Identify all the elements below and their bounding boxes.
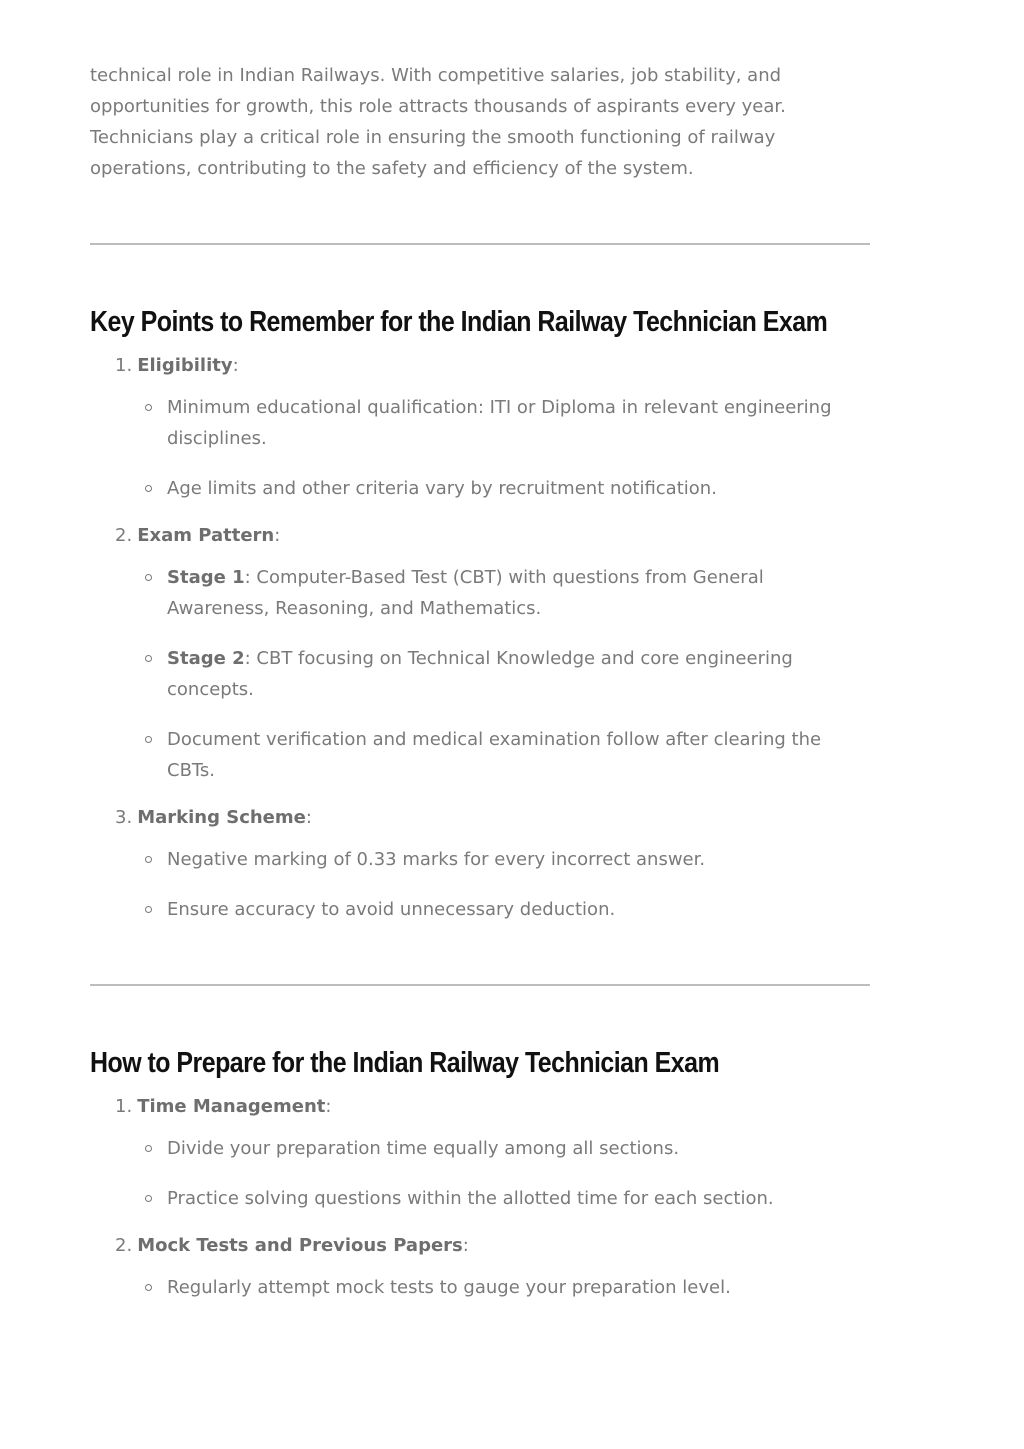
list-item-label: Eligibility: [137, 355, 233, 376]
sub-item-text: Ensure accuracy to avoid unnecessary deduction.: [167, 899, 616, 920]
list-item-heading: [90, 523, 870, 549]
sub-list-item: [90, 562, 857, 624]
sub-list: [90, 844, 870, 925]
sub-list-item: [90, 1183, 857, 1214]
list-item-heading: [90, 805, 870, 831]
sub-list-item: [90, 724, 857, 786]
circle-bullet-icon: [145, 856, 152, 863]
circle-bullet-icon: [145, 906, 152, 913]
section-divider: [90, 243, 870, 245]
list-number: 2.: [115, 525, 133, 546]
circle-bullet-icon: [145, 574, 152, 581]
sub-list: [90, 1133, 870, 1214]
section-divider: [90, 984, 870, 986]
section-heading: Key Points to Remember for the Indian Railway Technician Exam: [90, 306, 828, 338]
circle-bullet-icon: [145, 1195, 152, 1202]
list-item: [90, 1233, 870, 1303]
circle-bullet-icon: [145, 404, 152, 411]
list-item-label: Time Management: [137, 1096, 326, 1117]
circle-bullet-icon: [145, 1145, 152, 1152]
sub-list: [90, 562, 870, 786]
circle-bullet-icon: [145, 655, 152, 662]
sub-item-text: : CBT focusing on Technical Knowledge and core engineering concepts.: [167, 648, 793, 700]
list-item-suffix: :: [305, 807, 312, 828]
sub-list-item: [90, 643, 857, 705]
sub-item-strong: Stage 2: [167, 648, 245, 669]
circle-bullet-icon: [145, 1284, 152, 1291]
sub-item-text: Age limits and other criteria vary by recruitment notification.: [167, 478, 717, 499]
article-body: [90, 60, 870, 1303]
list-item-heading: [90, 1094, 870, 1120]
list-item: [90, 1094, 870, 1214]
circle-bullet-icon: [145, 736, 152, 743]
sub-list-item: [90, 473, 857, 504]
sub-item-text: : Computer-Based Test (CBT) with questions from General Awareness, Reasoning, and Mathematics.: [167, 567, 764, 619]
list-item-label: Marking Scheme: [137, 807, 306, 828]
sub-item-text: Divide your preparation time equally among all sections.: [167, 1138, 680, 1159]
key-points-list: [90, 353, 870, 925]
list-item-label: Mock Tests and Previous Papers: [137, 1235, 463, 1256]
sub-item-text: Negative marking of 0.33 marks for every incorrect answer.: [167, 849, 706, 870]
preparation-list: [90, 1094, 870, 1303]
circle-bullet-icon: [145, 485, 152, 492]
sub-list: [90, 1272, 870, 1303]
list-item: [90, 523, 870, 786]
list-item-heading: [90, 353, 870, 379]
section-heading: How to Prepare for the Indian Railway Technician Exam: [90, 1047, 720, 1079]
list-item-suffix: :: [232, 355, 239, 376]
sub-list-item: [90, 1133, 857, 1164]
sub-list: [90, 392, 870, 504]
sub-item-text: Regularly attempt mock tests to gauge your preparation level.: [167, 1277, 731, 1298]
sub-item-text: Document verification and medical examination follow after clearing the CBTs.: [167, 729, 822, 781]
list-item: [90, 805, 870, 925]
sub-list-item: [90, 1272, 857, 1303]
list-item-heading: [90, 1233, 870, 1259]
sub-item-text: Minimum educational qualification: ITI or Diploma in relevant engineering disciplines.: [167, 397, 832, 449]
list-item-suffix: :: [462, 1235, 469, 1256]
list-number: 1.: [115, 355, 133, 376]
list-item-label: Exam Pattern: [137, 525, 275, 546]
list-item-suffix: :: [325, 1096, 332, 1117]
intro-paragraph: technical role in Indian Railways. With competitive salaries, job stability, and opportunities for growth, this role attracts thousands of aspirants every year. Technicians play a critical role in ensuring the smooth functioning of railway operations, contributing to the safety and efficiency of the system.: [90, 65, 786, 179]
sub-item-text: Practice solving questions within the allotted time for each section.: [167, 1188, 774, 1209]
list-item: [90, 353, 870, 504]
sub-list-item: [90, 894, 857, 925]
sub-list-item: [90, 844, 857, 875]
list-item-suffix: :: [274, 525, 281, 546]
sub-list-item: [90, 392, 857, 454]
list-number: 3.: [115, 807, 133, 828]
sub-item-strong: Stage 1: [167, 567, 245, 588]
list-number: 2.: [115, 1235, 133, 1256]
list-number: 1.: [115, 1096, 133, 1117]
